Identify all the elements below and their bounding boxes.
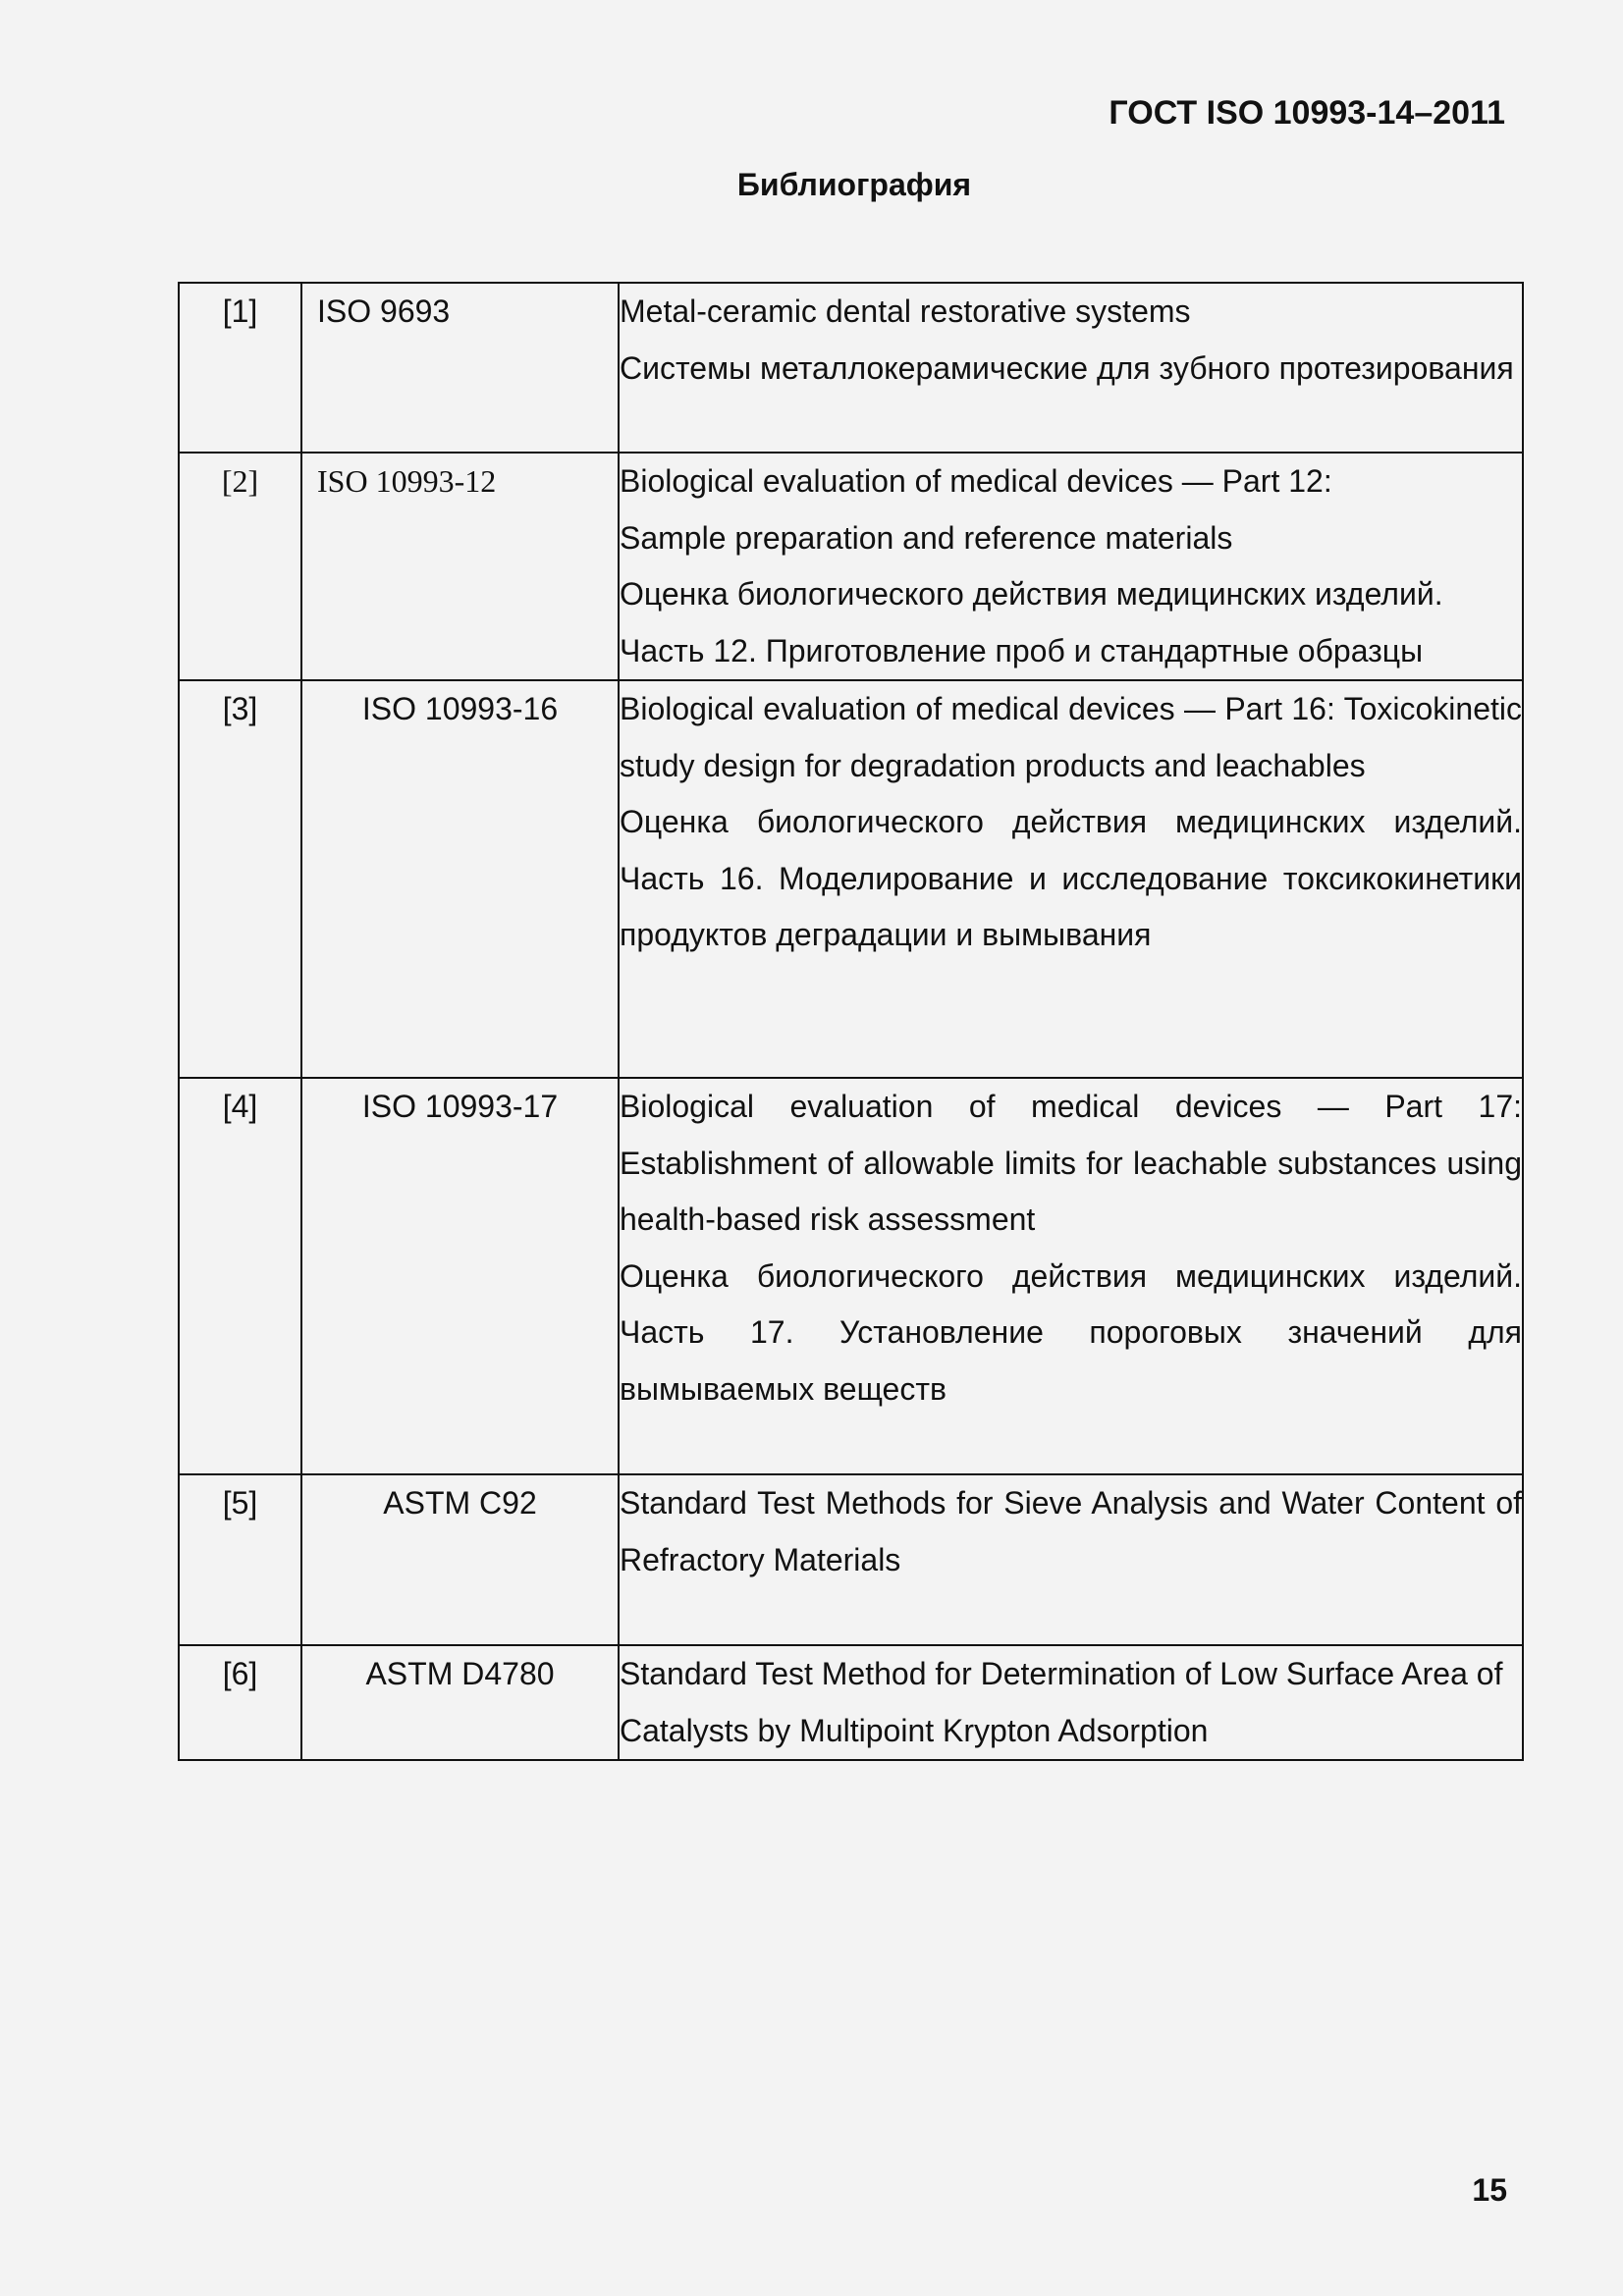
table-row — [179, 1474, 1523, 1645]
table-row — [179, 283, 1523, 453]
ref-title-ru-line: Часть 12. Приготовление проб и стандартные образцы — [620, 632, 1424, 668]
page-number: 15 — [1472, 2172, 1507, 2208]
ref-number: [6] — [179, 1645, 301, 1760]
table-row — [179, 680, 1523, 1078]
ref-title-en-line: Biological evaluation of medical devices — Part 12: — [620, 463, 1332, 499]
ref-title-en: Biological evaluation of medical devices — Part 17: Establishment of allowable limits for leachable substances using health-based risk assessment — [620, 1089, 1522, 1237]
table-row — [179, 1078, 1523, 1474]
ref-title-en: Metal-ceramic dental restorative systems — [620, 294, 1191, 329]
ref-title-ru: Системы металлокерамические для зубного протезирования — [620, 349, 1514, 386]
ref-code: ASTM D4780 — [301, 1645, 619, 1760]
ref-number: [1] — [179, 283, 301, 453]
ref-code: ISO 9693 — [301, 283, 619, 453]
ref-code: ISO 10993-12 — [301, 453, 619, 680]
ref-title-en: Standard Test Method for Determination of Low Surface Area of Catalysts by Multipoint Krypton Adsorption — [620, 1656, 1503, 1748]
ref-code: ISO 10993-16 — [301, 680, 619, 1078]
page-title: Библиография — [736, 167, 972, 202]
ref-title-en-line: Sample preparation and reference materials — [620, 519, 1233, 556]
table-row — [179, 453, 1523, 680]
ref-code: ISO 10993-17 — [301, 1078, 619, 1474]
ref-number: [5] — [179, 1474, 301, 1645]
document-code: ГОСТ ISO 10993-14–2011 — [1109, 94, 1505, 132]
ref-description — [619, 1645, 1523, 1760]
ref-title-en: Standard Test Methods for Sieve Analysis and Water Content of Refractory Materials — [620, 1485, 1522, 1577]
ref-description — [619, 1474, 1523, 1645]
ref-description — [619, 453, 1523, 680]
ref-number: [3] — [179, 680, 301, 1078]
bibliography-table — [178, 282, 1524, 1761]
ref-title-ru: Оценка биологического действия медицинских изделий. Часть 17. Установление пороговых значений для вымываемых веществ — [620, 1257, 1522, 1407]
ref-title-en: Biological evaluation of medical devices — Part 16: Toxicokinetic study design for degradation products and leachables — [620, 691, 1522, 783]
ref-title-ru-line: Оценка биологического действия медицинских изделий. — [620, 576, 1443, 612]
ref-code: ASTM C92 — [301, 1474, 619, 1645]
ref-number: [4] — [179, 1078, 301, 1474]
ref-number: [2] — [179, 453, 301, 680]
ref-title-ru: Оценка биологического действия медицинских изделий. Часть 16. Моделирование и исследование токсикокинетики продуктов деградации и вымывания — [620, 804, 1522, 952]
ref-description — [619, 680, 1523, 1078]
table-row — [179, 1645, 1523, 1760]
ref-description — [619, 283, 1523, 453]
ref-description — [619, 1078, 1523, 1474]
